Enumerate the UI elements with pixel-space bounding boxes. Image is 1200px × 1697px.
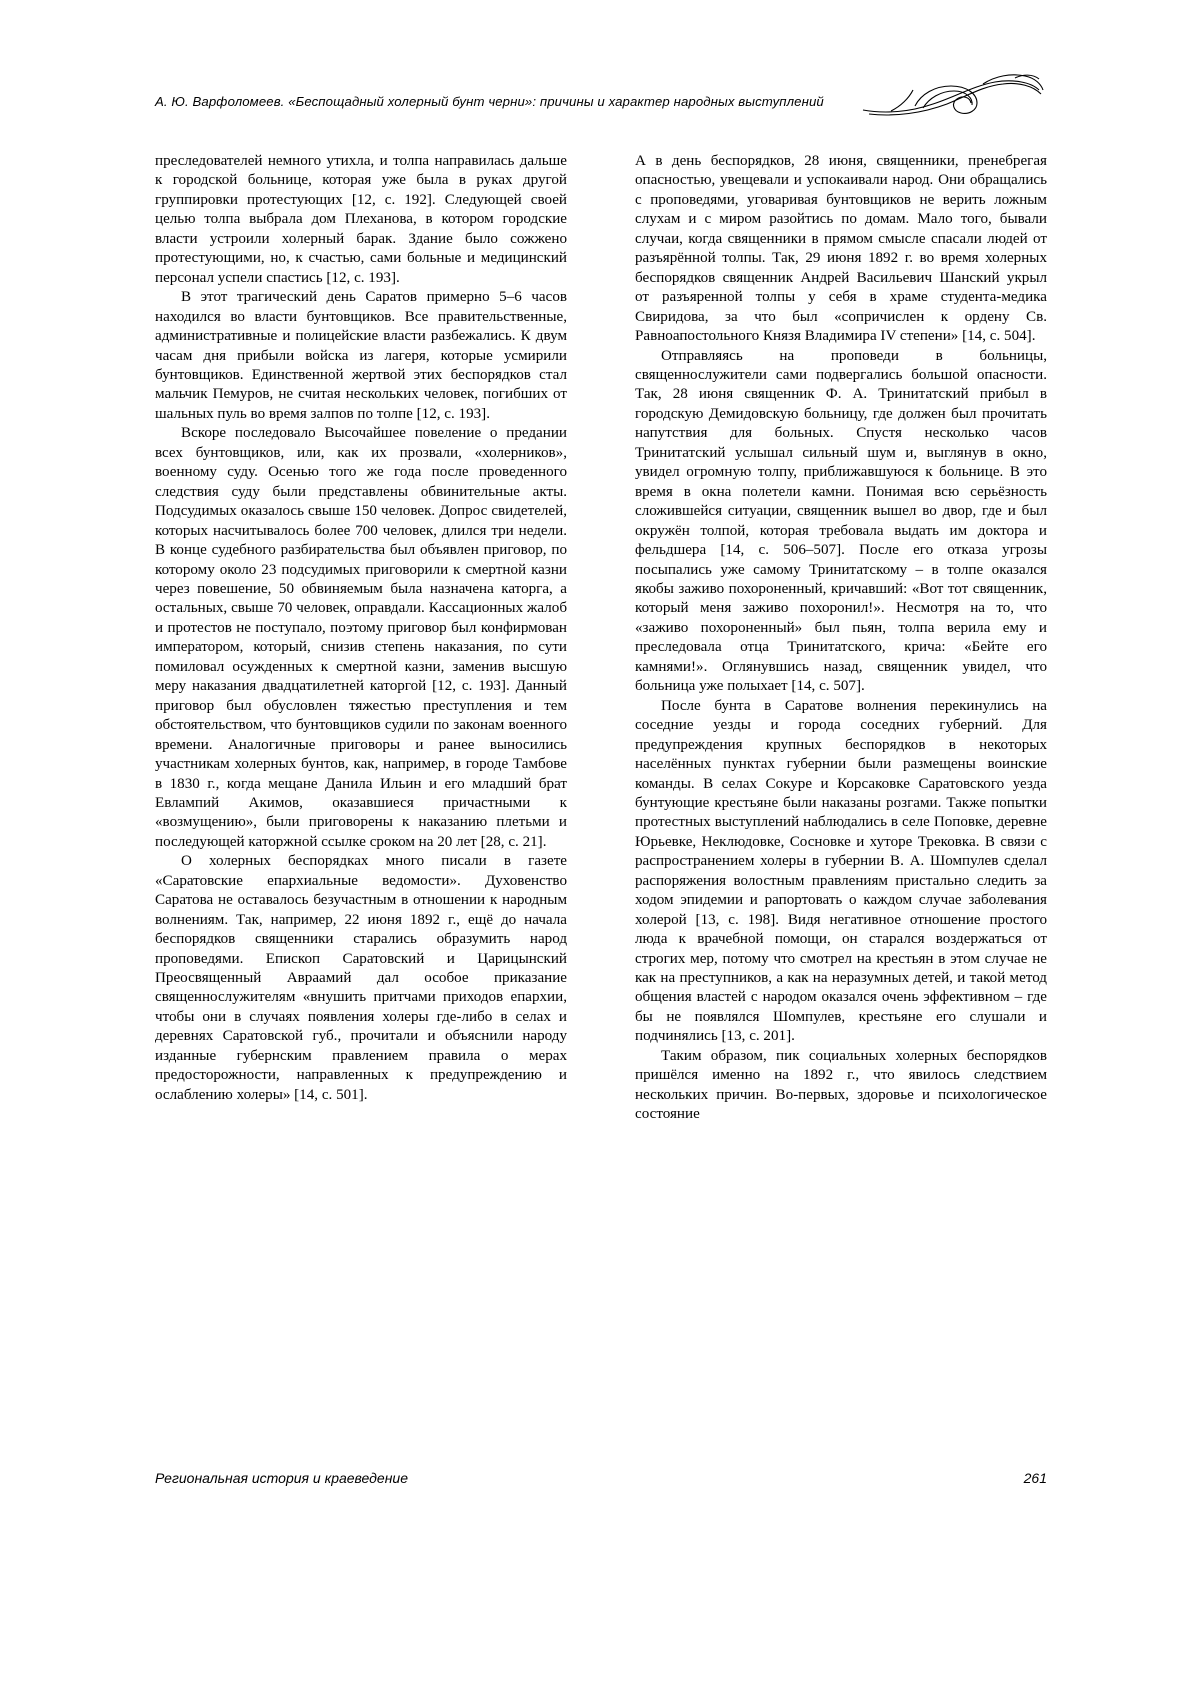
paragraph: Вскоре последовало Высочайшее повеление о предании всех бунтовщиков, или, как их прозвали, «холерников», военному суду. Осенью того же года после проведенного следствия суду были представлены обвинительные акты. Подсудимых оказалось свыше 150 человек. Допрос свидетелей, которых насчитывалось более 700 человек, длился три недели. В конце судебного разбирательства был объявлен приговор, по которому около 23 подсудимых приговорили к смертной казни через повешение, 50 обвиняемым была назначена каторга, а остальных, свыше 70 человек, оправдали. Кассационных жалоб и протестов не поступало, поэтому приговор был конфирмован императором, который, снизив степень наказания, по сути помиловал осужденных к смертной казни, заменив высшую меру наказания двадцатилетней каторгой [12, с. 193]. Данный приговор был обусловлен тяжестью преступления и тем обстоятельством, что бунтовщиков судили по законам военного времени. Аналогичные приговоры и ранее выносились участникам холерных бунтов, как, например, в городе Тамбове в 1830 г., когда мещане Данила Ильин и его младший брат Евлампий Акимов, оказавшиеся причастными к «возмущению», были приговорены к наказанию плетьми и последующей каторжной ссылке сроком на 20 лет [28, с. 21].	[155, 425, 567, 850]
paragraph: В этот трагический день Саратов примерно 5–6 часов находился во власти бунтовщиков. Все правительственные, административные и полицейские власти разбежались. К двум часам дня прибыли войска из лагеря, которые усмирили бунтовщиков. Единственной жертвой этих беспорядков стал мальчик Пемуров, не считая нескольких человек, погибших от шальных пуль во время залпов по толпе [12, с. 193].	[155, 289, 567, 422]
paragraph: А в день беспорядков, 28 июня, священники, пренебрегая опасностью, увещевали и успокаивали народ. Они обращались с проповедями, уговаривая бунтовщиков не верить ложным слухам и с миром разойтись по домам. Мало того, бывали случаи, когда священники в прямом смысле спасали людей от разъярённой толпы. Так, 29 июня 1892 г. во время холерных беспорядков священник Андрей Васильевич Шанский укрыл от разъяренной толпы у себя в храме студента-медика Свиридова, за что был «сопричислен к ордену Св. Равноапостольного Князя Владимира IV степени» [14, с. 504].	[635, 153, 1047, 345]
paragraph: После бунта в Саратове волнения перекинулись на соседние уезды и города соседних губерний. Для предупреждения крупных беспорядков в некоторых населённых пунктах губернии были размещены воинские команды. В селах Сокуре и Корсаковке Саратовского уезда бунтующие крестьяне были наказаны розгами. Также попытки протестных выступлений наблюдались в селе Поповке, деревне Юрьевке, Неклюдовке, Сосновке и хуторе Трековка. В связи с распространением холеры в губернии В. А. Шомпулев сделал распоряжения волостным правлениям пристально следить за ходом эпидемии и рапортовать о каждом случае заболевания холерой [13, с. 198]. Видя негативное отношение простого люда к врачебной помощи, он старался воздержаться от строгих мер, потому что смотрел на крестьян в этом случае не как на преступников, а как на неразумных детей, и такой метод общения властей с народом оказался очень эффективном – где бы не появлялся Шомпулев, крестьяне его слушали и подчинялись [13, с. 201].	[635, 697, 1047, 1045]
page-number: 261	[1023, 1470, 1047, 1486]
running-head-text: А. Ю. Варфоломеев. «Беспощадный холерный бунт черни»: причины и характер народных выступлений	[155, 94, 824, 109]
two-column-body	[155, 152, 1047, 1442]
right-column	[635, 152, 1047, 1442]
running-head	[155, 88, 1045, 128]
page-footer	[155, 1470, 1047, 1486]
paragraph: преследователей немного утихла, и толпа направилась дальше к городской больнице, которая уже была в руках другой группировки протестующих [12, с. 192]. Следующей своей целью толпа выбрала дом Плеханова, в котором городские власти устроили холерный барак. Здание было сожжено протестующими, но, к счастью, сами больные и медицинский персонал успели спастись [12, с. 193].	[155, 153, 567, 286]
paragraph: Таким образом, пик социальных холерных беспорядков пришёлся именно на 1892 г., что явилось следствием нескольких причин. Во-первых, здоровье и психологическое состояние	[635, 1047, 1047, 1123]
footer-section-title: Региональная история и краеведение	[155, 1470, 408, 1486]
paragraph: О холерных беспорядках много писали в газете «Саратовские епархиальные ведомости». Духовенство Саратова не оставалось безучастным в отношении к народным волнениям. Так, например, 22 июня 1892 г., ещё до начала беспорядков священники старались образумить народ проповедями. Епископ Саратовский и Царицынский Преосвященный Авраамий дал особое приказание священнослужителям «внушить притчами приходов епархии, чтобы они в случаях появления холеры где-либо в селах и деревнях Саратовской губ., прочитали и объяснили народу изданные губернским правлением правила о мерах предосторожности, направленных к предупреждению и ослаблению холеры» [14, с. 501].	[155, 853, 567, 1103]
paragraph: Отправляясь на проповеди в больницы, священнослужители сами подвергались большой опасности. Так, 28 июня священник Ф. А. Тринитатский прибыл в городскую Демидовскую больницу, где должен был прочитать напутствия для больных. Спустя несколько часов Тринитатский услышал сильный шум и, выглянув в окно, увидел огромную толпу, приближавшуюся к больнице. В это время в окна полетели камни. Понимая всю серьёзность сложившейся ситуации, священник вышел во двор, где и был окружён толпой, которая требовала выдать им доктора и фельдшера [14, с. 506–507]. После его отказа угрозы посыпались уже самому Тринитатскому – в толпе оказался якобы заживо похороненный, кричавший: «Вот тот священник, который меня заживо похоронил!». Несмотря на то, что «заживо похороненный» был пьян, толпа верила ему и преследовала отца Тринитатского, крича: «Бейте его камнями!». Оглянувшись назад, священник увидел, что больница уже полыхает [14, с. 507].	[635, 347, 1047, 695]
left-column	[155, 152, 567, 1442]
decorative-swirl-ornament	[855, 70, 1045, 118]
